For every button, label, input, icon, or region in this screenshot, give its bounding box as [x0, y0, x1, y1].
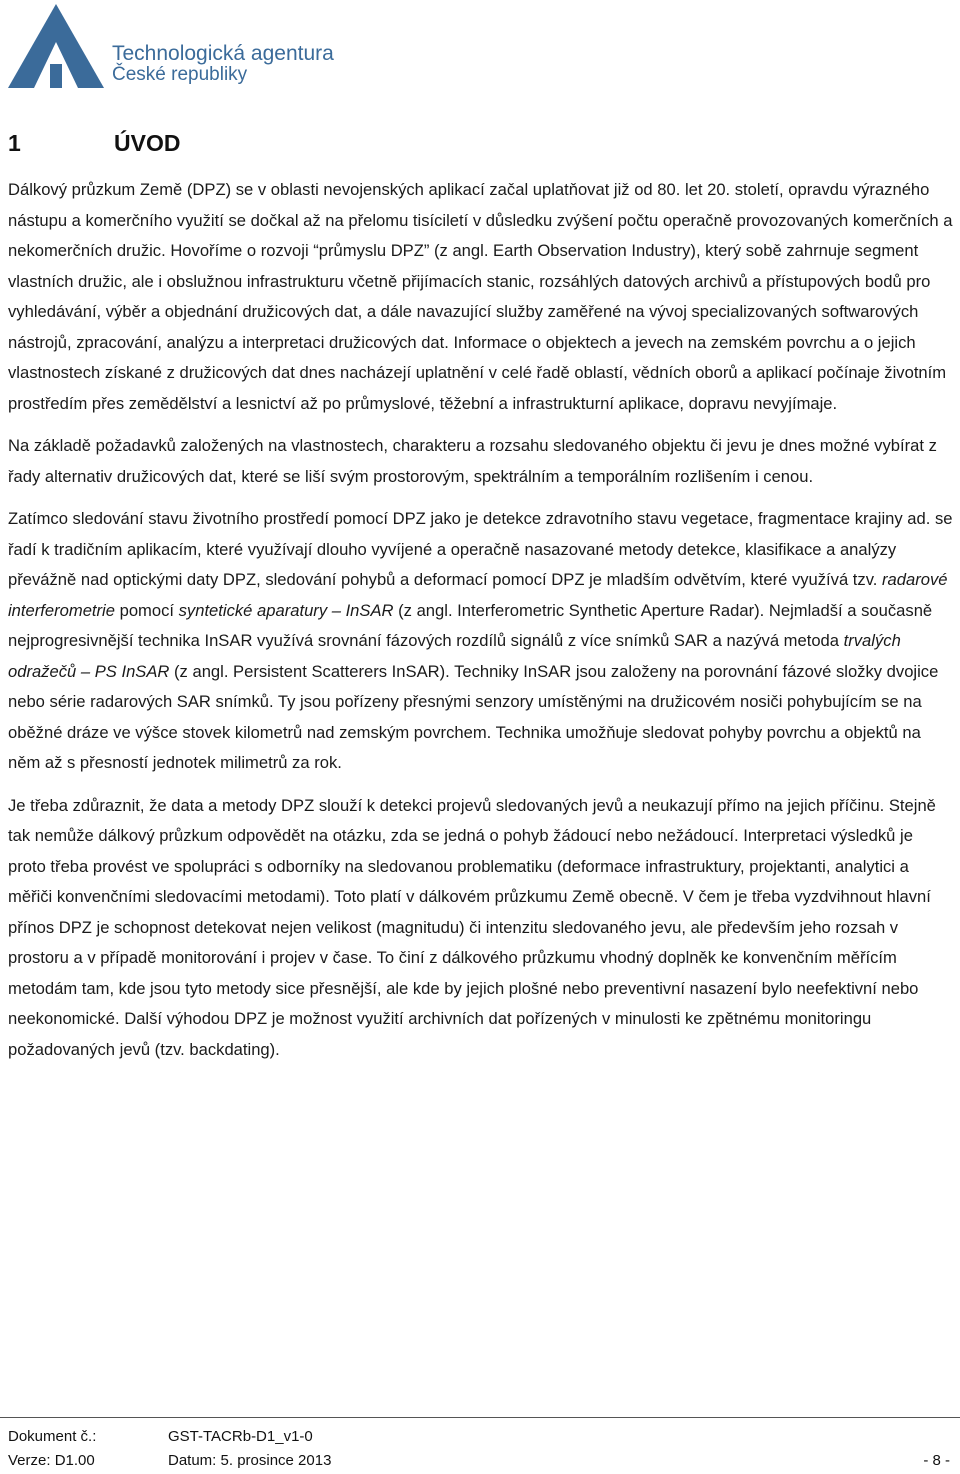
tacr-logo	[6, 2, 334, 92]
section-title: ÚVOD	[114, 130, 181, 156]
insar-text-b: pomocí	[114, 600, 179, 620]
paragraph-interpretation: Je třeba zdůraznit, že data a metody DPZ slouží k detekci projevů sledovaných jevů a neukazují přímo na jejich příčinu. Stejně tak nemůže dálkový průzkum odpovědět na otázku, zda se jedná o pohyb žádoucí nebo nežádoucí. Interpretaci výsledků je proto třeba provést ve spolupráci s odborníky na sledovanou problematiku (deformace infrastruktury, projektanti, analytici a měřiči konvenčními sledovacími metodami). Toto platí v dálkovém průzkumu Země obecně. V čem je třeba vyzdvihnout hlavní přínos DPZ je schopnost detekovat nejen velikost (magnitudu) či intenzitu sledovaného jevu, ale především jeho rozsah v prostoru a v případě monitorování i projev v čase. To činí z dálkového průzkumu vhodný doplněk ke konvenčním měřícím metodám tam, kde jsou tyto metody sice přesnější, ale kde by jejich plošné nebo preventivní nasazení bylo neefektivní nebo neekonomické. Další výhodou DPZ je možnost využití archivních dat pořízených v minulosti ke zpětnému monitoringu požadovaných jevů (tzv. backdating).	[8, 795, 936, 1059]
section-number: 1	[8, 130, 21, 156]
footer-page-number: - 8 -	[923, 1452, 950, 1469]
footer-doc-label: Dokument č.:	[8, 1428, 97, 1445]
footer-version: Verze: D1.00	[8, 1452, 95, 1469]
paragraph-insar	[8, 504, 954, 779]
paragraph-data-selection: Na základě požadavků založených na vlastnostech, charakteru a rozsahu sledovaného objektu či jevu je dnes možné vybírat z řady alternativ družicových dat, které se liší svým prostorovým, spektrálním a temporálním rozlišením i cenou.	[8, 436, 937, 486]
insar-text-d: (z angl. Persistent Scatterers InSAR). Techniky InSAR jsou založeny na porovnání fázové složky dvojice nebo série radarových SAR snímků. Ty jsou pořízeny přesnými senzory umístěnými na družicovém nosiči pohybujícím se na oběžné dráze ve výšce stovek kilometrů nad zemským povrchem. Technika umožňuje sledovat pohyby povrchu a objektů na něm až s přesností jednotek milimetrů za rok.	[8, 661, 939, 772]
footer-doc-value: GST-TACRb-D1_v1-0	[168, 1428, 313, 1445]
section-heading	[8, 130, 180, 157]
document-body	[8, 175, 954, 1077]
page-footer	[0, 1417, 960, 1474]
paragraph-intro: Dálkový průzkum Země (DPZ) se v oblasti nevojenských aplikací začal uplatňovat již od 80. let 20. století, opravdu výrazného nástupu a komerčního využití se dočkal až na přelomu tisíciletí v důsledku zvýšení počtu operačně provozovaných komerčních a nekomerčních družic. Hovoříme o rozvoji “průmyslu DPZ” (z angl. Earth Observation Industry), který sobě zahrnuje segment vlastních družic, ale i obslužnou infrastrukturu včetně přijímacích stanic, rozsáhlých datových archivů a přístupových bodů pro vyhledávání, výběr a objednání družicových dat, a dále navazující služby zaměřené na vývoj specializovaných softwarových nástrojů, zpracování, analýzu a interpretaci družicových dat. Informace o objektech a jevech na zemském povrchu a o jejich vlastnostech získané z družicových dat dnes nacházejí uplatnění v celé řadě oblastí, vědních oborů a aplikací počínaje životním prostředím přes zemědělství a lesnictví až po průmyslové, těžební a infrastrukturní aplikace, dopravu nevyjímaje.	[8, 180, 953, 413]
logo-text-line2: České republiky	[112, 64, 248, 85]
footer-date: Datum: 5. prosince 2013	[168, 1452, 332, 1469]
tacr-logo-icon	[6, 2, 106, 90]
logo-text-line1: Technologická agentura	[112, 42, 334, 65]
insar-text-c: (z angl. Interferometric Synthetic Aperture Radar). Nejmladší a současně nejprogresivnější technika InSAR využívá srovnání fázových rozdílů signálů z více snímků SAR a nazývá metoda	[8, 600, 933, 650]
insar-term-persistent-scatterers: trvalých odražečů – PS InSAR	[8, 631, 901, 681]
insar-term-radar-interferometry: radarové interferometrie	[8, 570, 948, 620]
insar-term-synthetic-aperture: syntetické aparatury – InSAR	[178, 600, 394, 620]
insar-text-a: Zatímco sledování stavu životního prostředí pomocí DPZ jako je detekce zdravotního stavu vegetace, fragmentace krajiny ad. se řadí k tradičním aplikacím, které využívají dlouho vyvíjené a operačně nasazované metody detekce, klasifikace a analýzy převážně nad optickými daty DPZ, sledování pohybů a deformací pomocí DPZ je mladším odvětvím, které využívá tzv.	[8, 509, 953, 589]
